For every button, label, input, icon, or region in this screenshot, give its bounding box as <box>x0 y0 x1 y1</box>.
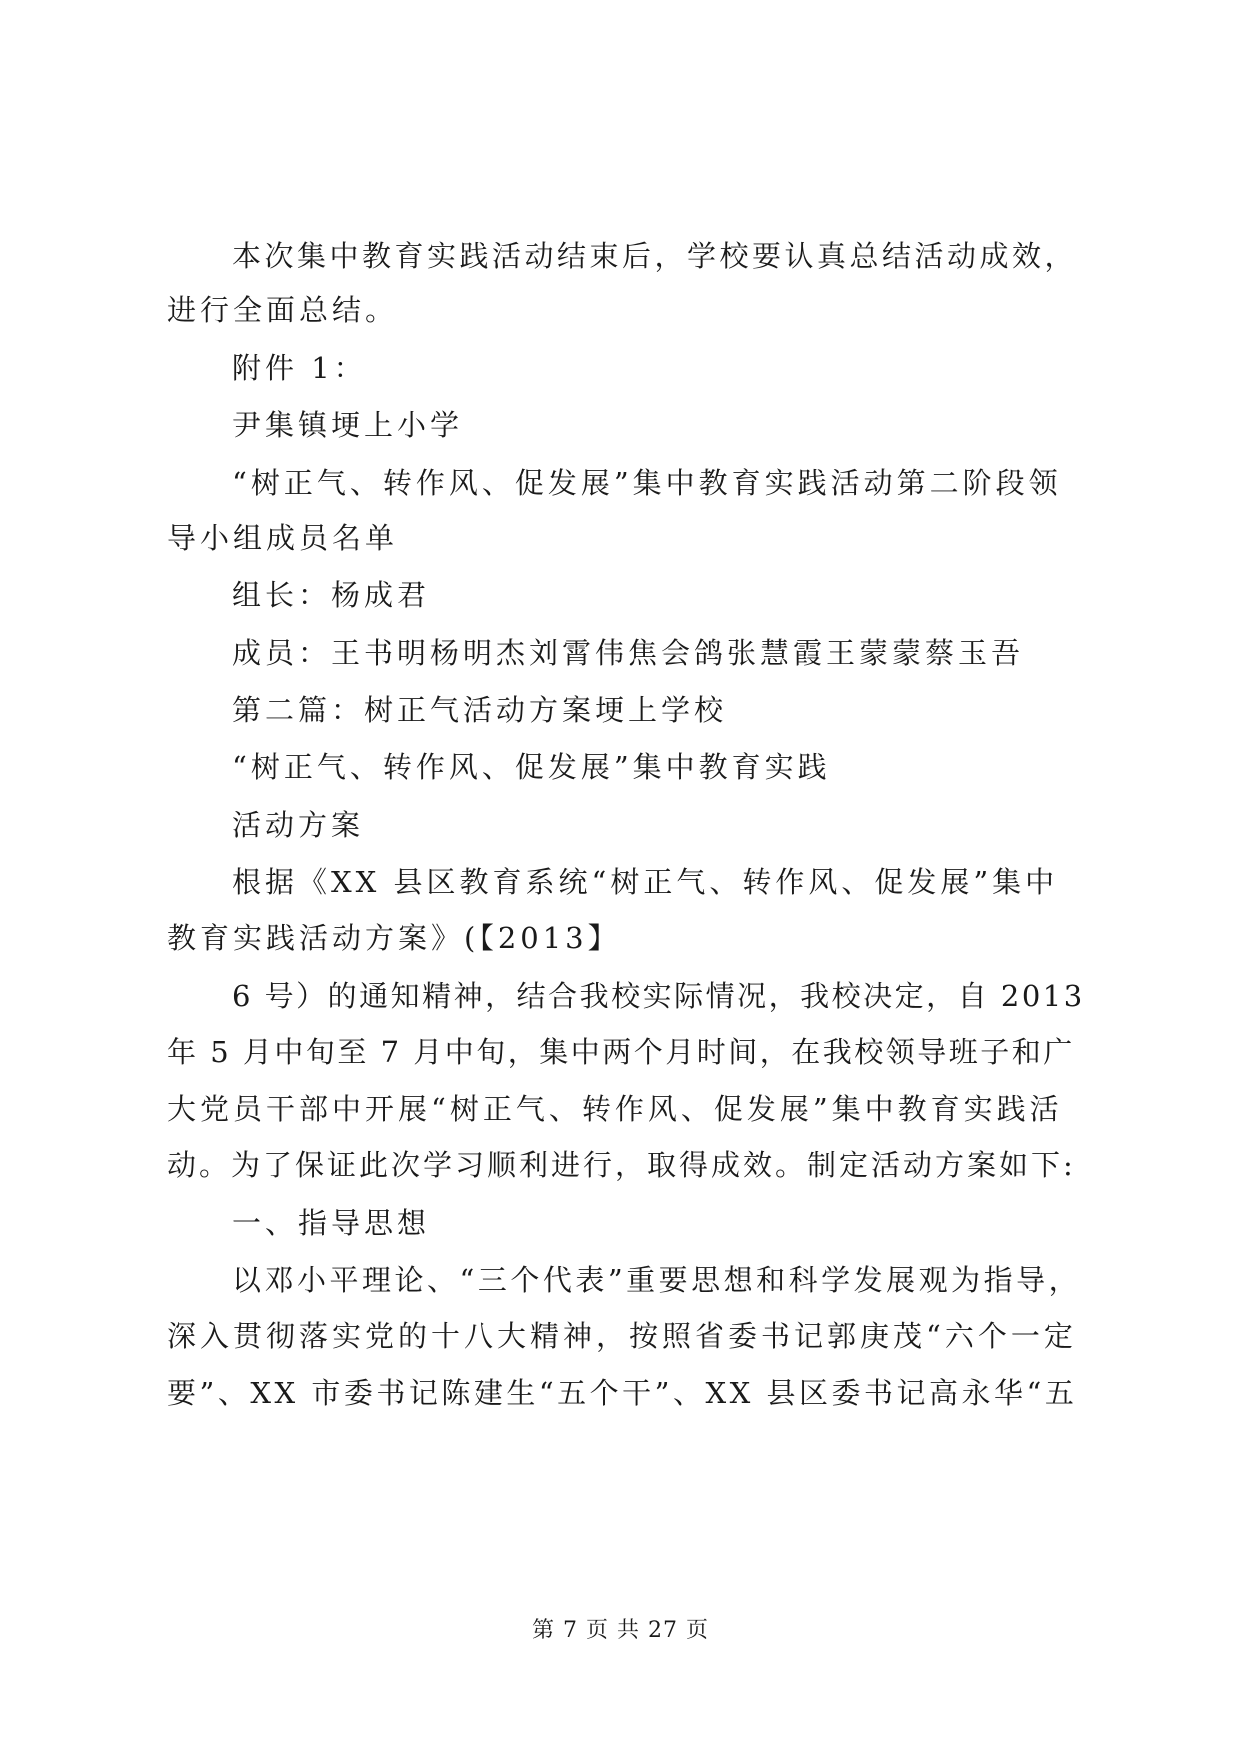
paragraph-line: 进行全面总结。 <box>167 293 399 327</box>
paragraph-line: 尹集镇埂上小学 <box>232 408 464 442</box>
paragraph-line: 组长：杨成君 <box>232 578 431 612</box>
page-number-footer: 第 7 页 共 27 页 <box>532 1618 709 1643</box>
paragraph-line: 第二篇：树正气活动方案埂上学校 <box>232 693 728 727</box>
paragraph-line: 教育实践活动方案》(【2013】 <box>167 921 621 955</box>
paragraph-line: “树正气、转作风、促发展”集中教育实践 <box>232 750 831 784</box>
paragraph-line: “树正气、转作风、促发展”集中教育实践活动第二阶段领 <box>232 466 1062 500</box>
paragraph-line: 深入贯彻落实党的十八大精神，按照省委书记郭庚茂“六个一定 <box>167 1319 1077 1353</box>
paragraph-line: 大党员干部中开展“树正气、转作风、促发展”集中教育实践活 <box>167 1092 1063 1126</box>
paragraph-line: 年 5 月中旬至 7 月中旬，集中两个月时间，在我校领导班子和广 <box>167 1035 1075 1069</box>
paragraph-line: 活动方案 <box>232 808 365 842</box>
paragraph-line: 以邓小平理论、“三个代表”重要思想和科学发展观为指导， <box>232 1263 1082 1297</box>
paragraph-line: 动。为了保证此次学习顺利进行，取得成效。制定活动方案如下: <box>167 1148 1076 1182</box>
paragraph-line: 一、指导思想 <box>232 1206 431 1240</box>
paragraph-line: 附件 1： <box>232 351 367 385</box>
paragraph-line: 成员：王书明杨明杰刘霄伟焦会鸽张慧霞王蒙蒙蔡玉吾 <box>232 636 1025 670</box>
paragraph-line: 要”、XX 市委书记陈建生“五个干”、XX 县区委书记高永华“五 <box>167 1376 1078 1410</box>
paragraph-line: 本次集中教育实践活动结束后，学校要认真总结活动成效， <box>232 239 1078 273</box>
paragraph-line: 6 号）的通知精神，结合我校实际情况，我校决定，自 2013 <box>232 979 1085 1013</box>
paragraph-line: 导小组成员名单 <box>167 521 399 555</box>
paragraph-line: 根据《XX 县区教育系统“树正气、转作风、促发展”集中 <box>232 865 1059 899</box>
